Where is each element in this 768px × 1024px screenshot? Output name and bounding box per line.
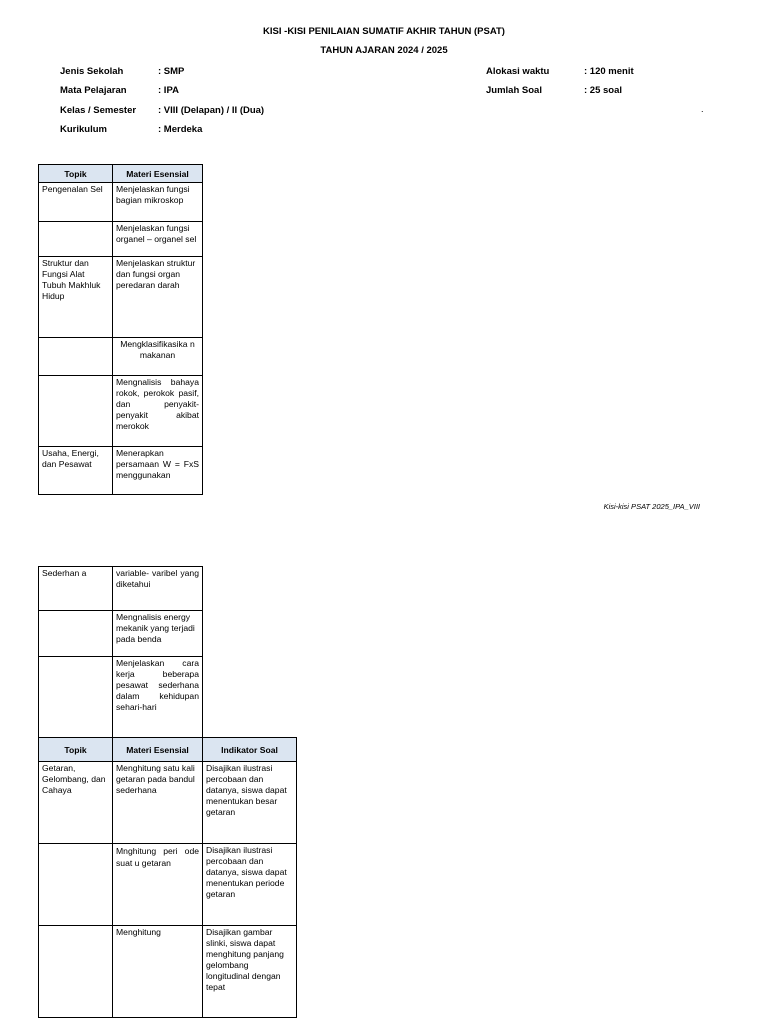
table-row: [39, 338, 203, 376]
document-subtitle: TAHUN AJARAN 2024 / 2025: [320, 45, 448, 56]
cell-topik: [39, 338, 113, 376]
cell-materi: Menjelaskan fungsi bagian mikroskop: [113, 183, 203, 222]
cell-topik: [39, 844, 113, 926]
cell-materi: Mengnalisis energy mekanik yang terjadi pada benda: [113, 611, 203, 657]
meta-value-mata-pelajaran: : IPA: [158, 85, 179, 96]
table-row: [39, 926, 297, 1018]
cell-topik: Usaha, Energi, dan Pesawat: [39, 447, 113, 495]
cell-indikator: Disajikan ilustrasi percobaan dan datanya, siswa dapat menentukan besar getaran: [203, 762, 297, 844]
table-row: [39, 657, 203, 738]
cell-materi: Mengklasifikasika n makanan: [113, 338, 203, 376]
cell-materi: Menjelaskan fungsi organel – organel sel: [113, 222, 203, 257]
table-header-row: [39, 738, 297, 762]
meta-value-alokasi-waktu: : 120 menit: [584, 66, 634, 77]
meta-label-kelas-semester: Kelas / Semester: [60, 105, 137, 116]
meta-value-jenis-sekolah: : SMP: [158, 66, 185, 77]
cell-materi: Menerapkan persamaan W = FxS menggunakan: [113, 447, 203, 495]
cell-topik: Struktur dan Fungsi Alat Tubuh Makhluk Hidup: [39, 257, 113, 338]
table-row: [39, 257, 203, 338]
table-row: [39, 183, 203, 222]
kisi-table-2: [38, 566, 203, 738]
cell-topik: Pengenalan Sel: [39, 183, 113, 222]
cell-materi: variable- varibel yang diketahui: [113, 567, 203, 611]
table-row: [39, 222, 203, 257]
header-topik: Topik: [39, 165, 113, 183]
header-materi-esensial: Materi Esensial: [113, 738, 203, 762]
kisi-table-3: [38, 737, 297, 1018]
cell-topik: Getaran, Gelombang, dan Cahaya: [39, 762, 113, 844]
meta-label-jenis-sekolah: Jenis Sekolah: [60, 66, 124, 77]
stray-dot: .: [701, 104, 704, 114]
table-row: [39, 844, 297, 926]
cell-topik: [39, 611, 113, 657]
table-row: [39, 567, 203, 611]
cell-topik: [39, 926, 113, 1018]
document-title: KISI -KISI PENILAIAN SUMATIF AKHIR TAHUN (PSAT): [263, 26, 505, 37]
cell-materi: Mengnalisis bahaya rokok, perokok pasif, dan penyakit-penyakit akibat merokok: [113, 376, 203, 447]
header-topik: Topik: [39, 738, 113, 762]
kisi-table-1: [38, 164, 203, 495]
cell-topik: [39, 376, 113, 447]
meta-value-kelas-semester: : VIII (Delapan) / II (Dua): [158, 105, 265, 116]
table-row: [39, 447, 203, 495]
cell-materi: Menghitung: [113, 926, 203, 1018]
cell-indikator: Disajikan gambar slinki, siswa dapat menghitung panjang gelombang longitudinal dengan tepat: [203, 926, 297, 1018]
table-row: [39, 762, 297, 844]
table-row: [39, 376, 203, 447]
cell-indikator: Disajikan ilustrasi percobaan dan datanya, siswa dapat menentukan periode getaran: [203, 844, 297, 926]
cell-materi: Mnghitung peri ode suat u getaran: [113, 844, 203, 926]
cell-topik: [39, 222, 113, 257]
cell-materi: Menjelaskan struktur dan fungsi organ peredaran darah: [113, 257, 203, 338]
cell-topik: [39, 657, 113, 738]
table-header-row: [39, 165, 203, 183]
header-materi-esensial: Materi Esensial: [113, 165, 203, 183]
cell-materi: Menjelaskan cara kerja beberapa pesawat sederhana dalam kehidupan sehari-hari: [113, 657, 203, 738]
meta-label-kurikulum: Kurikulum: [60, 124, 107, 135]
meta-value-jumlah-soal: : 25 soal: [584, 85, 623, 96]
cell-materi: Menghitung satu kali getaran pada bandul sederhana: [113, 762, 203, 844]
cell-topik: Sederhan a: [39, 567, 113, 611]
header-indikator-soal: Indikator Soal: [203, 738, 297, 762]
meta-label-jumlah-soal: Jumlah Soal: [486, 85, 542, 96]
table-row: [39, 611, 203, 657]
page-footer: Kisi-kisi PSAT 2025_IPA_VIII: [603, 502, 700, 511]
meta-value-kurikulum: : Merdeka: [158, 124, 203, 135]
meta-label-alokasi-waktu: Alokasi waktu: [486, 66, 550, 77]
meta-label-mata-pelajaran: Mata Pelajaran: [60, 85, 127, 96]
